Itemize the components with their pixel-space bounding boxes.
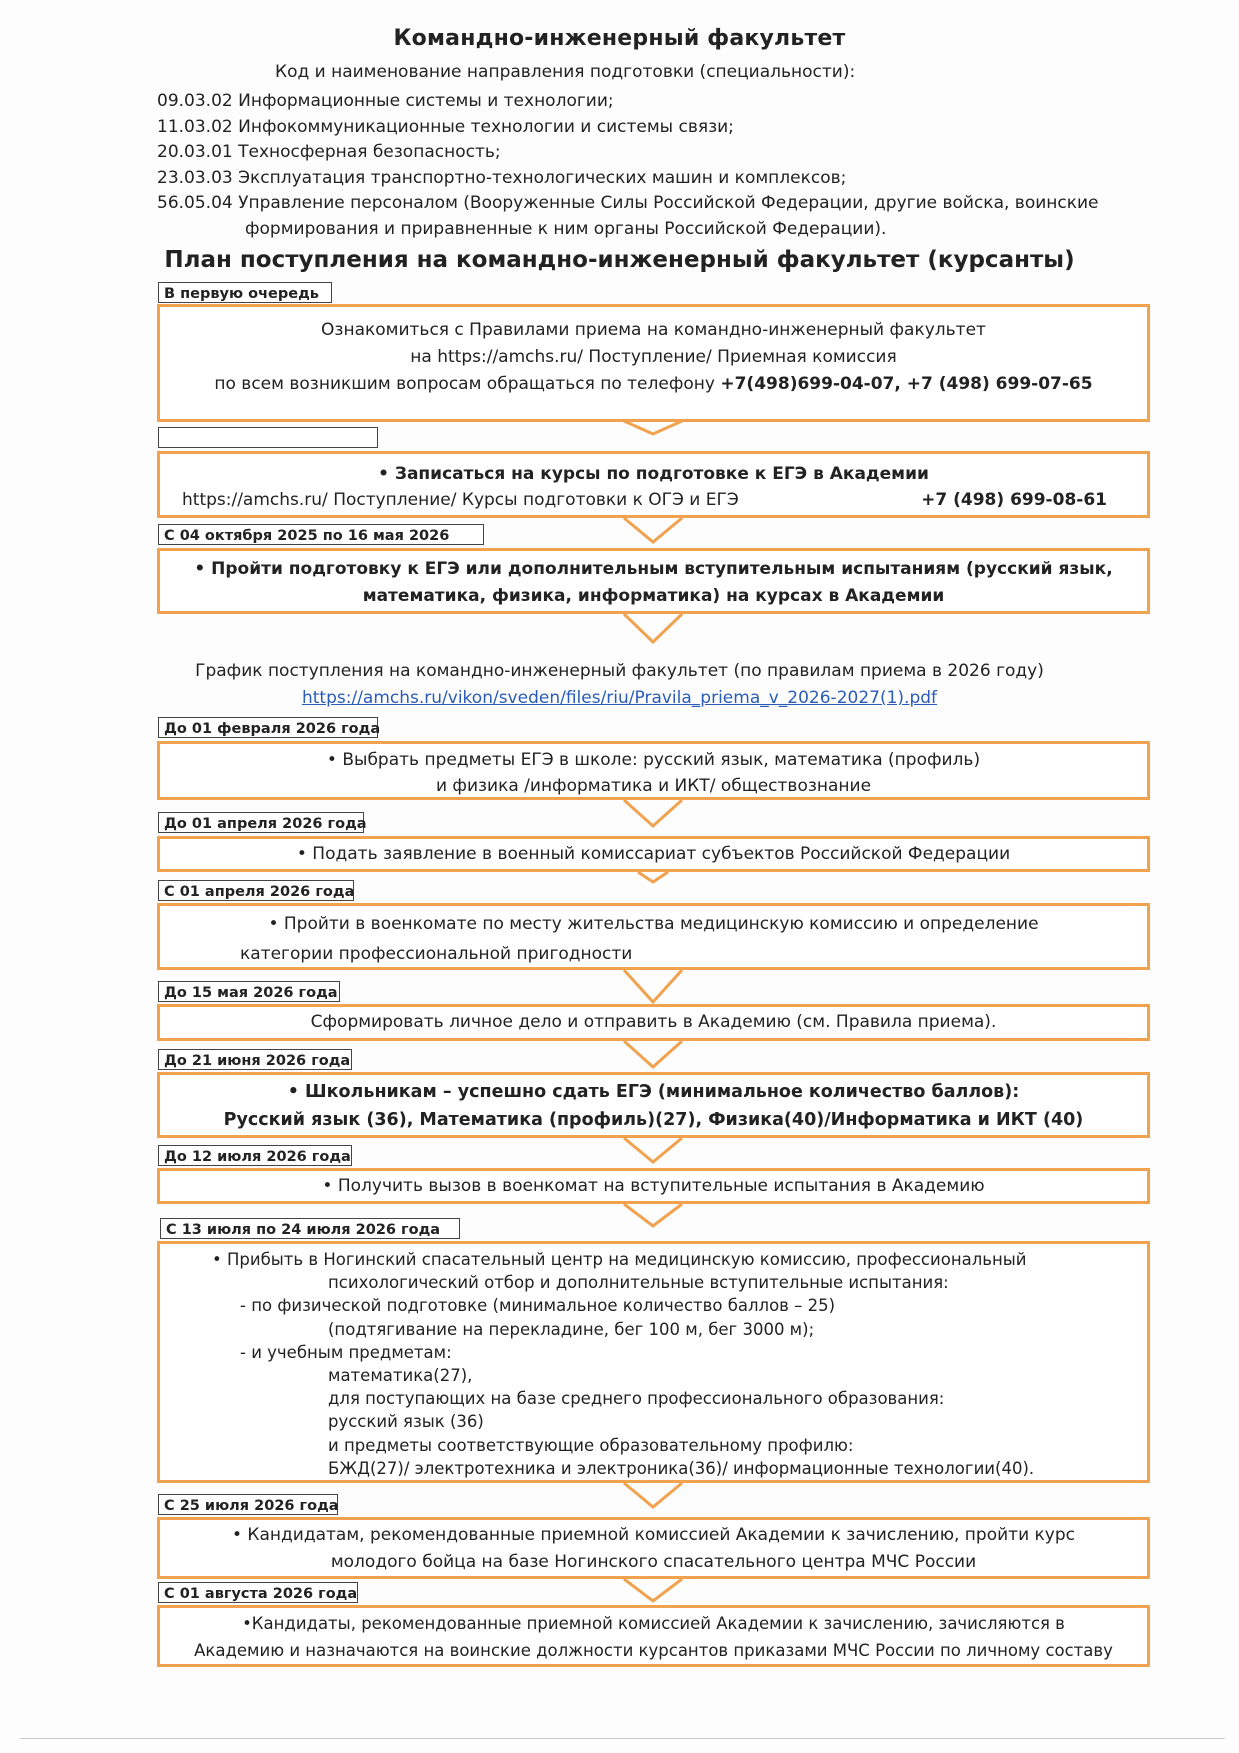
flow-arrow-icon: [622, 419, 684, 437]
plan-title: План поступления на командно-инженерный факультет (курсанты): [164, 247, 1075, 273]
specialty-code-item: 56.05.04 Управление персоналом (Вооруженные Силы Российской Федерации, другие войска, воинские: [157, 193, 1099, 214]
flow-arrow-icon: [622, 798, 684, 830]
step-text: •Кандидаты, рекомендованные приемной комиссией Академии к зачислению, зачисляются в: [242, 1614, 1065, 1633]
flow-arrow-icon: [622, 1577, 684, 1605]
step-text: (подтягивание на перекладине, бег 100 м, бег 3000 м);: [328, 1319, 815, 1339]
step-tag-apr-start: С 01 апреля 2026 года: [158, 880, 354, 901]
flow-arrow-icon: [636, 870, 670, 886]
step-tag-empty: [158, 427, 378, 448]
step-text: русский язык (36): [328, 1412, 484, 1432]
step-tag-apr-deadline: До 01 апреля 2026 года: [158, 812, 364, 833]
flow-arrow-icon: [622, 1039, 684, 1071]
specialty-code-item: 11.03.02 Инфокоммуникационные технологии и системы связи;: [157, 116, 734, 137]
step-text: для поступающих на базе среднего профессионального образования:: [328, 1389, 945, 1409]
specialty-code-item: 23.03.03 Эксплуатация транспортно-технологических машин и комплексов;: [157, 167, 847, 188]
flow-arrow-icon: [622, 1202, 684, 1230]
admission-phone: +7(498)699-04-07, +7 (498) 699-07-65: [720, 374, 1093, 394]
step-box-ege-scores: [157, 1072, 1150, 1138]
flow-arrow-icon: [622, 1481, 684, 1511]
specialty-code-item: 20.03.01 Техносферная безопасность;: [157, 142, 501, 163]
step-tag-june: До 21 июня 2026 года: [158, 1049, 352, 1070]
step-tag-july-course: С 25 июля 2026 года: [158, 1494, 338, 1515]
codes-heading: Код и наименование направления подготовки (специальности):: [275, 62, 856, 82]
step-text: • Школьникам – успешно сдать ЕГЭ (минимальное количество баллов):: [287, 1082, 1020, 1102]
step-box-apply-commissariat: [157, 836, 1150, 872]
flow-arrow-icon: [622, 612, 684, 646]
step-text: психологический отбор и дополнительные вступительные испытания:: [328, 1273, 949, 1293]
step-text: математика(27),: [328, 1366, 473, 1386]
step-text: Ознакомиться с Правилами приема на командно-инженерный факультет: [321, 320, 986, 340]
step-text: • Пройти подготовку к ЕГЭ или дополнительным вступительным испытаниям (русский язык,: [194, 559, 1113, 579]
specialty-code-list: [157, 89, 1099, 243]
schedule-title: График поступления на командно-инженерный факультет (по правилам приема в 2026 году): [195, 661, 1044, 681]
step-box-medical: [157, 903, 1150, 970]
step-text: • Получить вызов в военкомат на вступительные испытания в Академию: [322, 1176, 985, 1196]
specialty-code-item: 09.03.02 Информационные системы и технологии;: [157, 91, 614, 111]
flow-arrow-icon: [622, 968, 684, 1006]
step-text: • Подать заявление в военный комиссариат субъектов Российской Федерации: [296, 844, 1011, 864]
step-box-enrollment: [157, 1605, 1150, 1667]
step-tag-july-exams: С 13 июля по 24 июля 2026 года: [160, 1218, 460, 1239]
step-text: - и учебным предметам:: [240, 1342, 452, 1362]
step-box-entrance-tests: [157, 1241, 1150, 1483]
step-text: • Записаться на курсы по подготовке к ЕГЭ в Академии: [378, 464, 929, 484]
step-text: математика, физика, информатика) на курсах в Академии: [362, 586, 945, 606]
step-box-personal-file: [157, 1004, 1150, 1041]
flow-arrow-icon: [622, 1136, 684, 1166]
step-text: Русский язык (36), Математика (профиль)(27), Физика(40)/Информатика и ИКТ (40): [223, 1110, 1084, 1130]
faculty-title: Командно-инженерный факультет: [393, 26, 846, 51]
courses-path: https://amchs.ru/ Поступление/ Курсы подготовки к ОГЭ и ЕГЭ: [182, 490, 739, 510]
schedule-rules-link-row: [0, 688, 1239, 708]
step-tag-may: До 15 мая 2026 года: [158, 981, 340, 1002]
step-text: на https://amchs.ru/ Поступление/ Приемная комиссия: [410, 347, 897, 367]
step-text: • Прибыть в Ногинский спасательный центр на медицинскую комиссию, профессиональный: [212, 1250, 1027, 1269]
step-box-courses-prep: [157, 548, 1150, 614]
step-text: • Пройти в военкомате по месту жительства медицинскую комиссию и определение: [268, 914, 1039, 934]
courses-link-line: [160, 487, 1147, 513]
step-box-summons: [157, 1168, 1150, 1204]
admission-rules-link[interactable]: https://amchs.ru/vikon/sveden/files/riu/Pravila_priema_v_2026-2027(1).pdf: [301, 688, 938, 708]
step-text: Академию и назначаются на воинские должности курсантов приказами МЧС России по личному составу: [194, 1641, 1113, 1660]
step-tag-first: В первую очередь: [158, 282, 332, 303]
step-text: • Выбрать предметы ЕГЭ в школе: русский язык, математика (профиль): [326, 750, 981, 770]
step-text: • Кандидатам, рекомендованные приемной комиссией Академии к зачислению, пройти курс: [232, 1525, 1075, 1545]
step-text: БЖД(27)/ электротехника и электроника(36)/ информационные технологии(40).: [328, 1458, 1035, 1478]
step-text: молодого бойца на базе Ногинского спасательного центра МЧС России: [330, 1552, 977, 1572]
step-text: категории профессиональной пригодности: [240, 944, 633, 964]
step-box-courses-signup: [157, 451, 1150, 518]
step-text: и предметы соответствующие образовательному профилю:: [328, 1435, 854, 1455]
step-box-recruit-course: [157, 1517, 1150, 1579]
step-tag-feb: До 01 февраля 2026 года: [158, 717, 378, 738]
specialty-code-continuation: формирования и приравненные к ним органы Российской Федерации).: [245, 218, 887, 239]
step-box-choose-subjects: [157, 741, 1150, 800]
scan-edge-divider: [20, 1738, 1225, 1739]
courses-phone: +7 (498) 699-08-61: [921, 490, 1107, 510]
step-tag-courses-period: С 04 октября 2025 по 16 мая 2026: [158, 524, 484, 545]
step-text: и физика /информатика и ИКТ/ обществознание: [435, 776, 872, 796]
step-text: Сформировать личное дело и отправить в Академию (см. Правила приема).: [310, 1012, 997, 1032]
step-tag-august: С 01 августа 2026 года: [158, 1582, 358, 1603]
contact-label: по всем возникшим вопросам обращаться по телефону: [214, 374, 721, 394]
step-text-contacts: [160, 371, 1147, 398]
step-text: - по физической подготовке (минимальное количество баллов – 25): [240, 1296, 836, 1316]
step-box-rules: [157, 304, 1150, 422]
step-tag-july-call: До 12 июля 2026 года: [158, 1145, 352, 1166]
flow-arrow-icon: [622, 516, 684, 546]
